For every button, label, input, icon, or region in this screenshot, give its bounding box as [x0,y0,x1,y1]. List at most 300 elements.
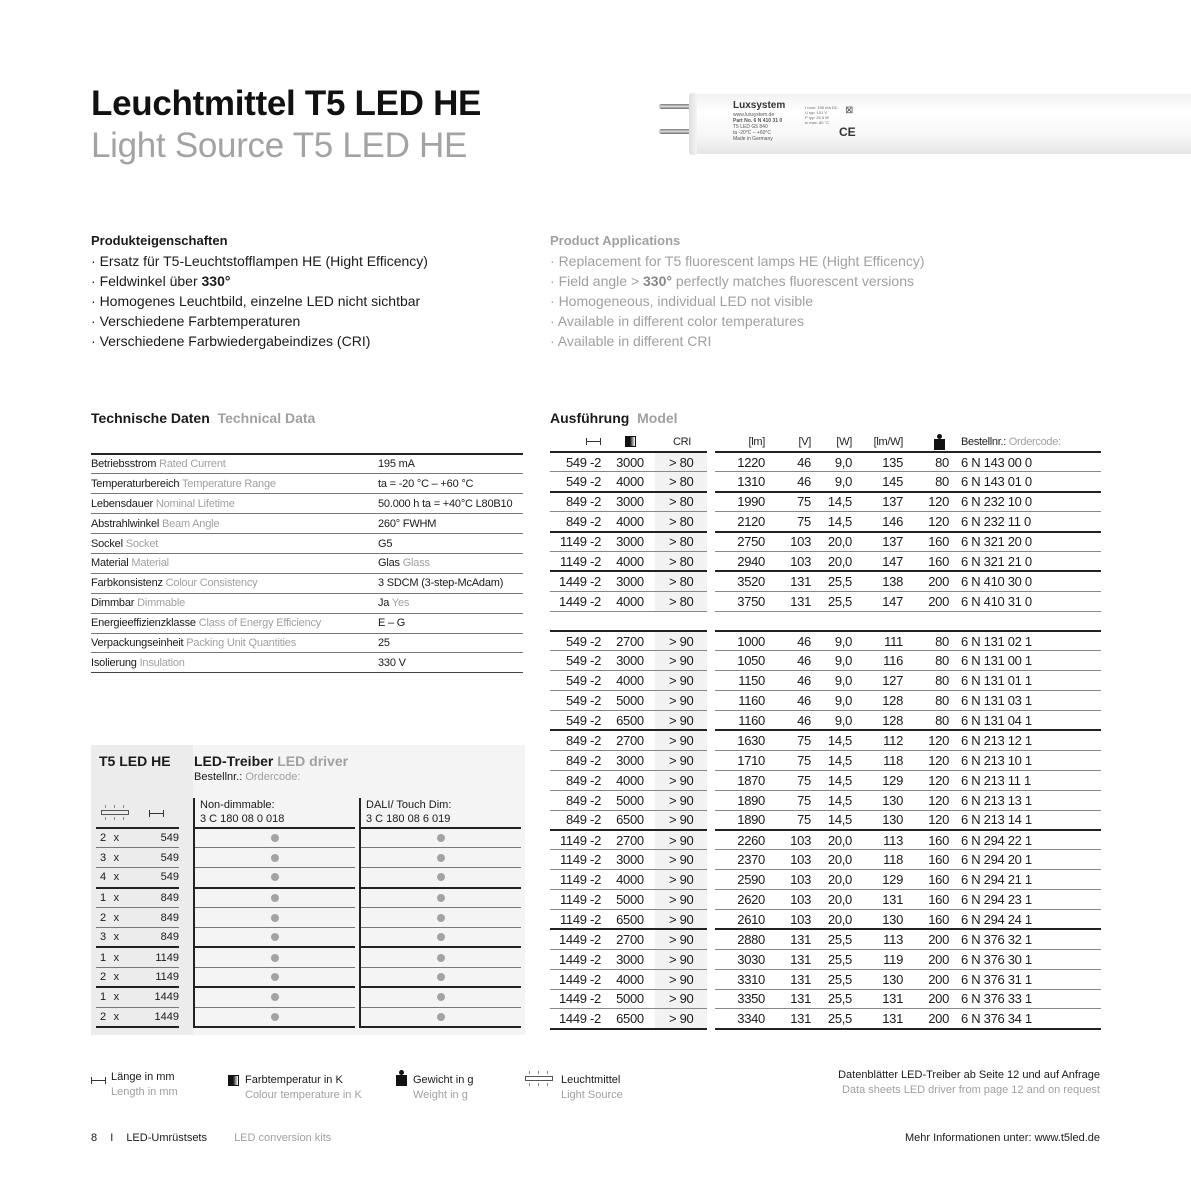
cri-cell: > 80 [655,551,707,571]
watt-cell: 14,5 [813,492,855,512]
watt-cell: 14,5 [813,730,855,750]
application-item: · Homogeneous, individual LED not visible [550,293,814,309]
watt-cell: 25,5 [813,571,855,591]
colour-temperature-cell: 3000 [605,571,655,591]
tech-value: 195 mA [378,454,523,474]
model-section [550,410,1061,1027]
model-row [715,512,1101,532]
colour-temperature-cell: 3000 [605,949,655,969]
model-row [550,850,707,870]
tech-label: Abstrahlwinkel Beam Angle [91,514,378,534]
voltage-cell: 46 [767,452,813,472]
tech-row [91,653,523,673]
model-spacer-row [550,611,707,631]
model-spacer-row [715,611,1101,631]
tube-origin: Made in Germany [733,136,773,142]
voltage-cell: 103 [767,830,813,850]
driver-compat-row [361,967,521,987]
compatible-dot-icon [437,1013,445,1021]
ordercode-cell: 6 N 213 10 1 [959,750,1101,770]
compatible-dot-icon [271,954,279,962]
model-table-left [550,432,707,1030]
voltage-cell: 103 [767,890,813,910]
model-row [715,870,1101,890]
compatible-dot-icon [437,854,445,862]
length-cell: 1149 -2 [550,830,605,850]
cri-cell: > 90 [655,830,707,850]
model-row [715,671,1101,691]
length-cell: 549 -2 [550,472,605,492]
model-row [550,631,707,651]
driver-column-dali [359,798,521,1028]
driver-compat-row [195,848,355,868]
voltage-cell: 131 [767,591,813,611]
length-column-header [550,432,605,452]
weight-cell: 80 [907,631,959,651]
weight-cell: 160 [907,532,959,552]
voltage-cell: 103 [767,551,813,571]
property-item: · Ersatz für T5-Leuchtstofflampen HE (Hight Efficency) [91,253,428,269]
cri-cell: > 90 [655,631,707,651]
watt-cell: 9,0 [813,711,855,731]
colour-temperature-cell: 4000 [605,671,655,691]
voltage-cell: 131 [767,989,813,1009]
colour-temperature-cell: 5000 [605,691,655,711]
model-row [550,711,707,731]
ordercode-cell: 6 N 131 03 1 [959,691,1101,711]
compatible-dot-icon [437,834,445,842]
model-row [715,452,1101,472]
tube-pin [659,104,691,109]
model-row [715,890,1101,910]
application-item: · Field angle > 330° perfectly matches fluorescent versions [550,273,914,289]
voltage-cell: 46 [767,472,813,492]
tech-row [91,613,523,633]
model-row [715,850,1101,870]
efficacy-cell: 113 [855,929,907,949]
compatible-dot-icon [437,894,445,902]
compatible-dot-icon [271,834,279,842]
model-row [715,711,1101,731]
lumen-cell: 1150 [715,671,767,691]
ordercode-cell: 6 N 376 32 1 [959,929,1101,949]
lamp-count: 1 [96,947,110,967]
driver-compat-row [361,947,521,967]
efficacy-cell: 131 [855,989,907,1009]
compatible-dot-icon [437,873,445,881]
length-cell: 849 -2 [550,750,605,770]
watt-cell: 9,0 [813,671,855,691]
model-row [715,810,1101,830]
model-row [715,472,1101,492]
watt-cell: 25,5 [813,949,855,969]
compatible-dot-icon [437,933,445,941]
colour-temperature-cell: 4000 [605,591,655,611]
note-en: Data sheets LED driver from page 12 and on request [841,1084,1100,1096]
lumen-cell: 1870 [715,770,767,790]
tech-row [91,534,523,554]
model-row [715,691,1101,711]
driver-heading: LED-Treiber LED driver [194,753,349,769]
weight-cell: 200 [907,929,959,949]
length-icon [91,1077,106,1084]
weight-icon [934,434,945,450]
lumen-cell: 2260 [715,830,767,850]
watt-cell: 25,5 [813,969,855,989]
watt-cell: 14,5 [813,790,855,810]
driver-ordercode: 3 C 180 08 0 018 [200,813,285,825]
voltage-cell: 131 [767,571,813,591]
cri-cell: > 90 [655,949,707,969]
cri-cell: > 90 [655,890,707,910]
ordercode-cell: 6 N 143 01 0 [959,472,1101,492]
model-row [715,750,1101,770]
weight-cell: 200 [907,591,959,611]
watt-cell: 9,0 [813,691,855,711]
efficacy-cell: 129 [855,870,907,890]
cri-cell: > 90 [655,750,707,770]
times-sign: x [110,868,123,888]
model-row [715,492,1101,512]
compatibility-cell [361,927,521,947]
tech-value: 260° FWHM [378,514,523,534]
voltage-cell: 131 [767,1009,813,1029]
model-row [550,730,707,750]
driver-config-row [96,987,179,1007]
colour-temperature-cell: 2700 [605,730,655,750]
compatibility-cell [195,1007,355,1027]
model-row [550,810,707,830]
ordercode-cell: 6 N 410 30 0 [959,571,1101,591]
driver-product-label: T5 LED HE [99,753,171,769]
length-cell: 549 -2 [550,691,605,711]
times-sign: x [110,987,123,1007]
voltage-cell: 46 [767,711,813,731]
cri-cell: > 90 [655,810,707,830]
model-row [550,472,707,492]
length-cell: 849 -2 [550,770,605,790]
tech-value: 25 [378,633,523,653]
compatibility-cell [361,908,521,928]
note-de: Datenblätter LED-Treiber ab Seite 12 und auf Anfrage [838,1069,1100,1081]
efficacy-cell: 138 [855,571,907,591]
watt-column-header: [W] [836,435,852,448]
length-cell: 849 -2 [550,810,605,830]
watt-cell: 25,5 [813,929,855,949]
length-cell: 549 -2 [550,631,605,651]
colour-temperature-icon [625,436,636,447]
application-item: · Available in different CRI [550,333,712,349]
config-header-icons [101,805,179,825]
driver-compat-row [361,888,521,908]
voltage-cell: 46 [767,691,813,711]
voltage-cell: 103 [767,870,813,890]
weight-cell: 80 [907,711,959,731]
tech-label: Farbkonsistenz Colour Consistency [91,573,378,593]
ordercode-cell: 6 N 143 00 0 [959,452,1101,472]
length-cell: 1149 -2 [550,850,605,870]
length-cell: 549 -2 [550,671,605,691]
footer-separator: I [110,1132,114,1144]
length-icon [586,438,601,445]
tech-row [91,494,523,514]
cri-cell: > 90 [655,730,707,750]
watt-cell: 20,0 [813,890,855,910]
weight-cell: 200 [907,949,959,969]
model-row [715,989,1101,1009]
driver-compat-row [361,927,521,947]
tech-label: Sockel Socket [91,534,378,554]
lamp-count: 4 [96,868,110,888]
weight-cell: 160 [907,830,959,850]
lumen-cell: 3750 [715,591,767,611]
lumen-cell: 2620 [715,890,767,910]
cri-cell: > 80 [655,532,707,552]
driver-compat-row [195,908,355,928]
lumen-cell: 2370 [715,850,767,870]
weight-cell: 120 [907,810,959,830]
efficacy-cell: 135 [855,452,907,472]
times-sign: x [110,908,123,928]
lumen-cell: 1160 [715,711,767,731]
tube-spec-temp: tc max: 80 °C [805,120,830,125]
weight-cell: 120 [907,730,959,750]
watt-cell: 25,5 [813,591,855,611]
cri-cell: > 90 [655,1009,707,1029]
cri-cell: > 90 [655,790,707,810]
property-item: · Homogenes Leuchtbild, einzelne LED nicht sichtbar [91,293,421,309]
efficacy-cell: 131 [855,890,907,910]
driver-config-row [96,967,179,987]
colour-temperature-cell: 3000 [605,750,655,770]
tech-row [91,633,523,653]
colour-temperature-cell: 3000 [605,651,655,671]
cri-cell: > 80 [655,571,707,591]
lumen-cell: 1050 [715,651,767,671]
tube-cap [689,93,697,155]
length-cell: 849 -2 [550,790,605,810]
weight-cell: 80 [907,472,959,492]
voltage-cell: 131 [767,949,813,969]
model-row [550,591,707,611]
length-cell: 1449 -2 [550,969,605,989]
model-row [715,551,1101,571]
tube-label [733,100,785,142]
legend-item-length: Länge in mm Length in mm [91,1070,178,1100]
watt-cell: 20,0 [813,551,855,571]
model-row [550,571,707,591]
model-row [550,452,707,472]
tech-row [91,514,523,534]
lamp-length: 849 [123,888,179,908]
driver-type-label: Non-dimmable: [200,799,275,811]
colour-temperature-cell: 3000 [605,850,655,870]
model-row [715,571,1101,591]
weight-cell: 120 [907,790,959,810]
colour-temperature-cell: 5000 [605,890,655,910]
compatibility-cell [361,848,521,868]
voltage-cell: 103 [767,850,813,870]
lumen-cell: 3340 [715,1009,767,1029]
lamp-count: 1 [96,888,110,908]
lamp-length: 1149 [123,967,179,987]
watt-cell: 9,0 [813,631,855,651]
tech-label: Temperaturbereich Temperature Range [91,474,378,494]
efficacy-cell: 130 [855,909,907,929]
length-cell: 849 -2 [550,730,605,750]
more-info-link[interactable]: Mehr Informationen unter: www.t5led.de [904,1132,1100,1144]
colour-temperature-cell: 3000 [605,532,655,552]
lumen-cell: 1890 [715,790,767,810]
model-row [715,730,1101,750]
colour-temperature-cell: 2700 [605,929,655,949]
lamp-length: 1449 [123,987,179,1007]
voltage-cell: 46 [767,631,813,651]
driver-compat-row [195,1007,355,1027]
colour-temperature-cell: 6500 [605,1009,655,1029]
model-row [715,770,1101,790]
tube-ta: ta -20°C – +60°C [733,130,772,136]
colour-temperature-column-header [605,432,655,452]
compatibility-cell [195,908,355,928]
compatibility-cell [361,828,521,848]
efficacy-cell: 146 [855,512,907,532]
efficacy-cell: 137 [855,492,907,512]
driver-column-non-dimmable [193,798,355,1028]
tech-value: E – G [378,613,523,633]
driver-config-row [96,828,179,848]
technical-data-table [91,453,523,673]
driver-ordercode: 3 C 180 08 6 019 [366,813,451,825]
cri-cell: > 90 [655,691,707,711]
model-row [715,830,1101,850]
lamp-length: 1149 [123,947,179,967]
tech-row [91,593,523,613]
tech-label: Material Material [91,553,378,573]
driver-compat-row [195,888,355,908]
lumen-cell: 2120 [715,512,767,532]
model-row [715,532,1101,552]
efficacy-cell: 129 [855,770,907,790]
ordercode-cell: 6 N 232 11 0 [959,512,1101,532]
page-footer [91,1132,341,1144]
watt-cell: 9,0 [813,452,855,472]
model-row [550,790,707,810]
length-cell: 1449 -2 [550,1009,605,1029]
lumen-cell: 2940 [715,551,767,571]
ordercode-cell: 6 N 294 24 1 [959,909,1101,929]
tube-type: T5 LED G5 840 [733,124,768,130]
compatibility-cell [195,888,355,908]
compatibility-cell [361,888,521,908]
efficacy-cell: 147 [855,551,907,571]
tube-part-number: Part No. 6 N 410 31 0 [733,118,783,124]
model-table-right [715,432,1101,1030]
efficacy-column-header: [lm/W] [873,435,903,448]
lamp-count: 2 [96,967,110,987]
weight-cell: 120 [907,492,959,512]
property-item: · Verschiedene Farbtemperaturen [91,313,301,329]
ordercode-cell: 6 N 376 33 1 [959,989,1101,1009]
applications-heading: Product Applications [550,233,681,248]
efficacy-cell: 127 [855,671,907,691]
colour-temperature-cell: 4000 [605,870,655,890]
tech-row [91,474,523,494]
compatible-dot-icon [271,1013,279,1021]
driver-type-label: DALI/ Touch Dim: [366,799,452,811]
page-number: 8 [91,1132,98,1144]
lumen-cell: 3350 [715,989,767,1009]
driver-compat-row [195,828,355,848]
length-cell: 1149 -2 [550,890,605,910]
length-cell: 1449 -2 [550,571,605,591]
compatibility-cell [195,828,355,848]
lamp-length: 549 [123,828,179,848]
model-row [550,512,707,532]
compatible-dot-icon [271,933,279,941]
weight-cell: 80 [907,671,959,691]
cri-cell: > 90 [655,989,707,1009]
model-row [550,890,707,910]
lamp-length: 549 [123,848,179,868]
compatible-dot-icon [437,914,445,922]
cri-cell: > 80 [655,452,707,472]
property-item: · Verschiedene Farbwiedergabeindizes (CRI) [91,333,371,349]
voltage-cell: 131 [767,969,813,989]
weight-cell: 80 [907,452,959,472]
tech-value: ta = -20 °C – +60 °C [378,474,523,494]
lamp-length: 1449 [123,1007,179,1027]
driver-compat-row [361,828,521,848]
lumen-cell: 1630 [715,730,767,750]
compatibility-cell [361,987,521,1007]
model-row [550,909,707,929]
cri-cell: > 80 [655,492,707,512]
light-source-icon [525,1071,553,1087]
voltage-cell: 46 [767,671,813,691]
compatible-dot-icon [271,914,279,922]
model-row [715,1009,1101,1029]
compatibility-cell [361,967,521,987]
model-row [715,591,1101,611]
compatibility-cell [195,927,355,947]
ordercode-column-header: Bestellnr.: Ordercode: [961,435,1061,448]
cri-cell: > 90 [655,651,707,671]
efficacy-cell: 130 [855,969,907,989]
lamp-length: 849 [123,908,179,928]
model-row [715,909,1101,929]
cri-cell: > 90 [655,850,707,870]
weight-cell: 120 [907,770,959,790]
efficacy-cell: 128 [855,691,907,711]
weight-cell: 200 [907,1009,959,1029]
watt-cell: 14,5 [813,770,855,790]
length-cell: 549 -2 [550,711,605,731]
tech-label: Lebensdauer Nominal Lifetime [91,494,378,514]
lumen-cell: 2880 [715,929,767,949]
ordercode-cell: 6 N 213 14 1 [959,810,1101,830]
model-row [550,691,707,711]
driver-compat-row [361,848,521,868]
weight-cell: 160 [907,890,959,910]
section-name-en: LED conversion kits [234,1132,332,1144]
colour-temperature-cell: 2700 [605,830,655,850]
watt-cell: 25,5 [813,1009,855,1029]
tech-value: Glas Glass [378,553,523,573]
driver-compat-row [195,987,355,1007]
compatibility-cell [195,848,355,868]
driver-compat-row [361,868,521,888]
